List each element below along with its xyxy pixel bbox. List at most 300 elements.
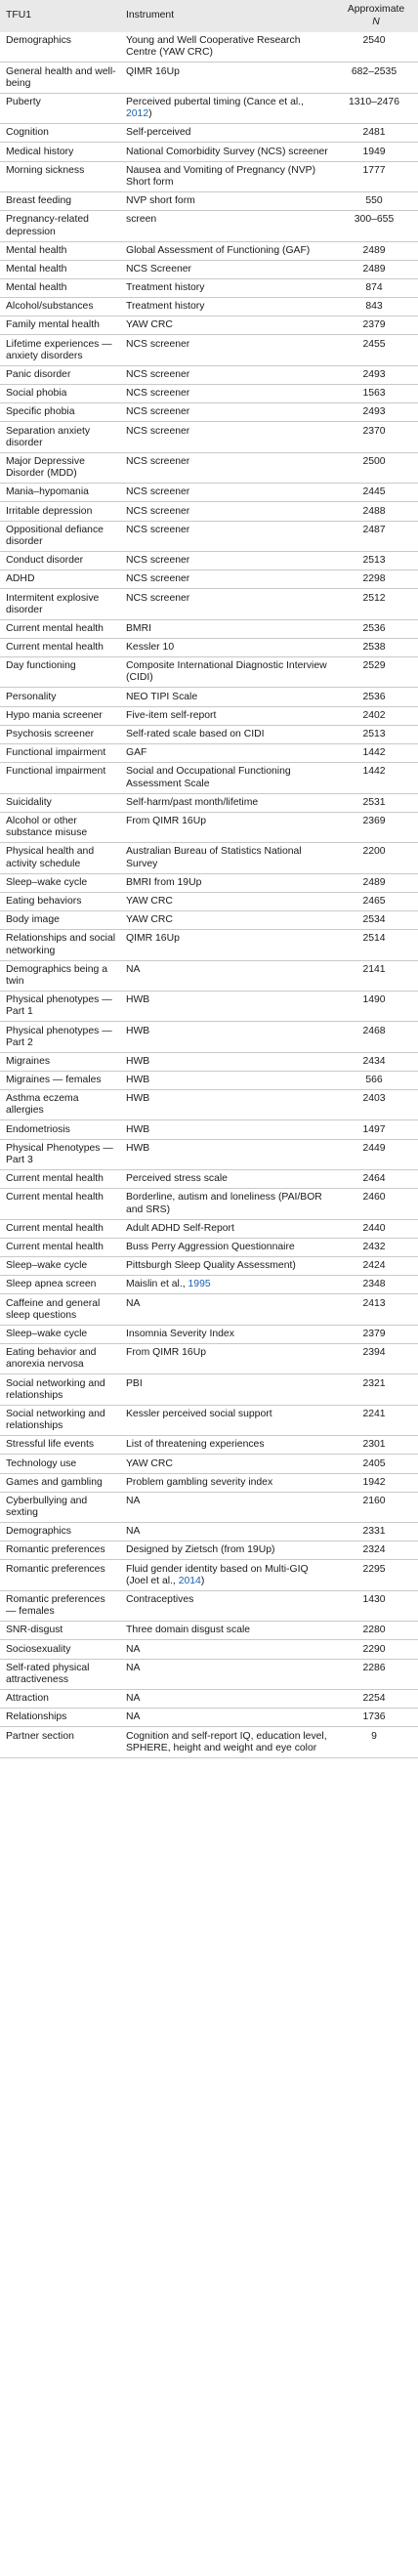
- cell-approximate-n: 2403: [332, 1090, 418, 1120]
- cell-tfu: Romantic preferences: [0, 1560, 120, 1590]
- header-approximate-n: [332, 0, 418, 32]
- cell-tfu: Body image: [0, 910, 120, 929]
- cell-instrument: [120, 93, 332, 123]
- cell-instrument: NCS screener: [120, 570, 332, 589]
- cell-instrument: NCS screener: [120, 589, 332, 619]
- table-row: [0, 1622, 418, 1640]
- cell-instrument: QIMR 16Up: [120, 63, 332, 93]
- cell-instrument: Treatment history: [120, 298, 332, 317]
- table-row: [0, 1436, 418, 1455]
- cell-tfu: Suicidality: [0, 793, 120, 812]
- cell-instrument: Young and Well Cooperative Research Centre (YAW CRC): [120, 32, 332, 63]
- cell-approximate-n: 2324: [332, 1541, 418, 1560]
- cell-instrument: Composite International Diagnostic Interview (CIDI): [120, 657, 332, 688]
- table-row: [0, 991, 418, 1021]
- cell-approximate-n: 2513: [332, 551, 418, 570]
- cell-instrument: BMRI from 19Up: [120, 873, 332, 892]
- cell-instrument: NCS screener: [120, 551, 332, 570]
- cell-tfu: Cognition: [0, 124, 120, 143]
- cell-tfu: Psychosis screener: [0, 725, 120, 743]
- cell-tfu: Social networking and relationships: [0, 1405, 120, 1435]
- cell-instrument: HWB: [120, 1052, 332, 1071]
- cell-tfu: Stressful life events: [0, 1436, 120, 1455]
- cell-tfu: Alcohol/substances: [0, 298, 120, 317]
- cell-instrument: NCS screener: [120, 365, 332, 384]
- cell-approximate-n: 843: [332, 298, 418, 317]
- cell-tfu: Breast feeding: [0, 191, 120, 210]
- table-row: [0, 365, 418, 384]
- cell-approximate-n: 2298: [332, 570, 418, 589]
- cell-tfu: Romantic preferences: [0, 1541, 120, 1560]
- cell-instrument: NVP short form: [120, 191, 332, 210]
- cell-tfu: Conduct disorder: [0, 551, 120, 570]
- instrument-text-after: ): [148, 108, 152, 120]
- table-row: [0, 32, 418, 63]
- cell-instrument: YAW CRC: [120, 1455, 332, 1473]
- cell-approximate-n: 2481: [332, 124, 418, 143]
- cell-tfu: Major Depressive Disorder (MDD): [0, 452, 120, 483]
- cell-instrument: Self-harm/past month/lifetime: [120, 793, 332, 812]
- table-row: [0, 1071, 418, 1089]
- table-row: [0, 1690, 418, 1709]
- cell-approximate-n: 874: [332, 278, 418, 297]
- cell-tfu: Relationships and social networking: [0, 930, 120, 960]
- cell-approximate-n: 2379: [332, 317, 418, 335]
- table-row: [0, 1492, 418, 1522]
- header-approximate-label: Approximate: [347, 4, 405, 16]
- cell-instrument: BMRI: [120, 619, 332, 638]
- cell-tfu: Irritable depression: [0, 502, 120, 521]
- cell-tfu: Social networking and relationships: [0, 1374, 120, 1405]
- cell-tfu: Functional impairment: [0, 763, 120, 793]
- table-row: [0, 63, 418, 93]
- cell-tfu: Current mental health: [0, 1170, 120, 1189]
- cell-instrument: Self-perceived: [120, 124, 332, 143]
- table-row: [0, 688, 418, 706]
- cell-instrument: List of threatening experiences: [120, 1436, 332, 1455]
- table-row: [0, 843, 418, 873]
- cell-instrument: PBI: [120, 1374, 332, 1405]
- cell-tfu: ADHD: [0, 570, 120, 589]
- table-row: [0, 1523, 418, 1541]
- cell-tfu: Separation anxiety disorder: [0, 422, 120, 452]
- table-row: [0, 1238, 418, 1256]
- cell-tfu: Technology use: [0, 1455, 120, 1473]
- table-row: [0, 960, 418, 991]
- cell-tfu: Physical phenotypes — Part 2: [0, 1022, 120, 1052]
- cell-instrument: NCS screener: [120, 502, 332, 521]
- cell-tfu: Sleep–wake cycle: [0, 873, 120, 892]
- table-row: [0, 1343, 418, 1373]
- table-row: [0, 241, 418, 260]
- cell-instrument: NCS screener: [120, 422, 332, 452]
- table-row: [0, 317, 418, 335]
- cell-tfu: Asthma eczema allergies: [0, 1090, 120, 1120]
- table-row: [0, 1709, 418, 1727]
- cell-approximate-n: 2254: [332, 1690, 418, 1709]
- cell-instrument: NCS screener: [120, 452, 332, 483]
- cell-approximate-n: 2290: [332, 1640, 418, 1659]
- cell-tfu: SNR-disgust: [0, 1622, 120, 1640]
- cell-tfu: Current mental health: [0, 1238, 120, 1256]
- table-row: [0, 211, 418, 241]
- cell-approximate-n: 2460: [332, 1189, 418, 1219]
- cell-approximate-n: 1942: [332, 1473, 418, 1492]
- citation-link[interactable]: 2014: [178, 1575, 201, 1586]
- cell-instrument: NCS screener: [120, 385, 332, 403]
- cell-instrument: NA: [120, 1709, 332, 1727]
- cell-instrument: NCS Screener: [120, 260, 332, 278]
- cell-instrument: Three domain disgust scale: [120, 1622, 332, 1640]
- cell-instrument: [120, 1560, 332, 1590]
- table-row: [0, 638, 418, 656]
- cell-instrument: National Comorbidity Survey (NCS) screener: [120, 143, 332, 161]
- table-row: [0, 1455, 418, 1473]
- cell-tfu: Demographics being a twin: [0, 960, 120, 991]
- table-row: [0, 260, 418, 278]
- cell-tfu: Current mental health: [0, 1219, 120, 1238]
- table-row: [0, 1120, 418, 1139]
- cell-approximate-n: 2413: [332, 1294, 418, 1325]
- cell-approximate-n: 2402: [332, 706, 418, 725]
- cell-instrument: YAW CRC: [120, 317, 332, 335]
- table-row: [0, 793, 418, 812]
- table-row: [0, 570, 418, 589]
- cell-tfu: Mania–hypomania: [0, 484, 120, 502]
- cell-instrument: GAF: [120, 744, 332, 763]
- cell-approximate-n: 1497: [332, 1120, 418, 1139]
- table-row: [0, 1541, 418, 1560]
- cell-approximate-n: 2440: [332, 1219, 418, 1238]
- cell-tfu: Specific phobia: [0, 403, 120, 422]
- cell-approximate-n: 2489: [332, 260, 418, 278]
- cell-tfu: Physical phenotypes — Part 1: [0, 991, 120, 1021]
- cell-tfu: Mental health: [0, 260, 120, 278]
- cell-instrument: Five-item self-report: [120, 706, 332, 725]
- cell-instrument: NA: [120, 1690, 332, 1709]
- cell-approximate-n: 2493: [332, 403, 418, 422]
- cell-instrument: Designed by Zietsch (from 19Up): [120, 1541, 332, 1560]
- table-row: [0, 422, 418, 452]
- instrument-text: Perceived pubertal timing (Cance et al.,: [126, 96, 304, 107]
- cell-approximate-n: 2445: [332, 484, 418, 502]
- table-row: [0, 521, 418, 551]
- header-tfu: TFU1: [6, 10, 31, 21]
- table-row: [0, 930, 418, 960]
- cell-instrument: NA: [120, 1523, 332, 1541]
- cell-approximate-n: 2331: [332, 1523, 418, 1541]
- instrument-text-after: ): [200, 1575, 205, 1586]
- table-row: [0, 589, 418, 619]
- cell-approximate-n: 2529: [332, 657, 418, 688]
- cell-instrument: NA: [120, 1492, 332, 1522]
- header-n-label: N: [372, 16, 380, 27]
- cell-tfu: Day functioning: [0, 657, 120, 688]
- table-row: [0, 551, 418, 570]
- cell-instrument: NA: [120, 1659, 332, 1689]
- table-row: [0, 1139, 418, 1169]
- cell-instrument: HWB: [120, 1090, 332, 1120]
- cell-approximate-n: 2536: [332, 619, 418, 638]
- cell-tfu: Mental health: [0, 278, 120, 297]
- cell-tfu: Attraction: [0, 1690, 120, 1709]
- table-row: [0, 657, 418, 688]
- cell-tfu: Intermitent explosive disorder: [0, 589, 120, 619]
- cell-tfu: Relationships: [0, 1709, 120, 1727]
- cell-instrument: NA: [120, 960, 332, 991]
- table-row: [0, 1090, 418, 1120]
- table-row: [0, 873, 418, 892]
- cell-instrument: Pittsburgh Sleep Quality Assessment): [120, 1257, 332, 1276]
- cell-approximate-n: 1563: [332, 385, 418, 403]
- citation-link[interactable]: 1995: [188, 1279, 211, 1290]
- cell-instrument: NCS screener: [120, 403, 332, 422]
- table-row: [0, 725, 418, 743]
- cell-approximate-n: 2321: [332, 1374, 418, 1405]
- cell-approximate-n: 2531: [332, 793, 418, 812]
- table-row: [0, 502, 418, 521]
- cell-instrument: HWB: [120, 1071, 332, 1089]
- table-row: [0, 161, 418, 191]
- cell-approximate-n: 550: [332, 191, 418, 210]
- cell-approximate-n: 1949: [332, 143, 418, 161]
- cell-instrument: NEO TIPI Scale: [120, 688, 332, 706]
- cell-approximate-n: 2493: [332, 365, 418, 384]
- cell-approximate-n: 2468: [332, 1022, 418, 1052]
- cell-tfu: Physical health and activity schedule: [0, 843, 120, 873]
- cell-tfu: Self-rated physical attractiveness: [0, 1659, 120, 1689]
- table-row: [0, 484, 418, 502]
- cell-instrument: Cognition and self-report IQ, education level, SPHERE, height and weight and eye color: [120, 1727, 332, 1757]
- cell-approximate-n: 2536: [332, 688, 418, 706]
- table-row: [0, 335, 418, 365]
- cell-approximate-n: 682–2535: [332, 63, 418, 93]
- cell-tfu: Partner section: [0, 1727, 120, 1757]
- instrument-text: Fluid gender identity based on Multi-GIQ (Joel et al.,: [126, 1563, 309, 1586]
- cell-tfu: Morning sickness: [0, 161, 120, 191]
- cell-approximate-n: 1442: [332, 744, 418, 763]
- cell-tfu: Sleep–wake cycle: [0, 1325, 120, 1343]
- cell-instrument: NA: [120, 1640, 332, 1659]
- cell-approximate-n: 2280: [332, 1622, 418, 1640]
- cell-tfu: Pregnancy-related depression: [0, 211, 120, 241]
- cell-tfu: Romantic preferences — females: [0, 1590, 120, 1621]
- table-row: [0, 619, 418, 638]
- cell-approximate-n: 2286: [332, 1659, 418, 1689]
- cell-approximate-n: 2465: [332, 892, 418, 910]
- cell-tfu: Current mental health: [0, 1189, 120, 1219]
- cell-tfu: Alcohol or other substance misuse: [0, 812, 120, 842]
- cell-instrument: Global Assessment of Functioning (GAF): [120, 241, 332, 260]
- cell-tfu: Endometriosis: [0, 1120, 120, 1139]
- cell-approximate-n: 2160: [332, 1492, 418, 1522]
- cell-instrument: NCS screener: [120, 335, 332, 365]
- table-row: [0, 1640, 418, 1659]
- table-body: [0, 32, 418, 1757]
- table-row: [0, 1727, 418, 1757]
- cell-instrument: Contraceptives: [120, 1590, 332, 1621]
- cell-instrument: YAW CRC: [120, 910, 332, 929]
- cell-approximate-n: 2455: [332, 335, 418, 365]
- instrument-text: Maislin et al.,: [126, 1279, 188, 1290]
- cell-approximate-n: 2424: [332, 1257, 418, 1276]
- cell-approximate-n: 2538: [332, 638, 418, 656]
- cell-tfu: Sleep apnea screen: [0, 1276, 120, 1294]
- cell-approximate-n: 2540: [332, 32, 418, 63]
- header-instrument: Instrument: [126, 10, 175, 21]
- cell-instrument: NCS screener: [120, 521, 332, 551]
- cell-approximate-n: 1442: [332, 763, 418, 793]
- cell-instrument: Buss Perry Aggression Questionnaire: [120, 1238, 332, 1256]
- cell-approximate-n: 2405: [332, 1455, 418, 1473]
- table-row: [0, 1325, 418, 1343]
- cell-approximate-n: 2301: [332, 1436, 418, 1455]
- cell-instrument: Perceived stress scale: [120, 1170, 332, 1189]
- cell-tfu: Sociosexuality: [0, 1640, 120, 1659]
- cell-instrument: Treatment history: [120, 278, 332, 297]
- cell-instrument: HWB: [120, 991, 332, 1021]
- cell-tfu: Cyberbullying and sexting: [0, 1492, 120, 1522]
- cell-instrument: HWB: [120, 1120, 332, 1139]
- cell-instrument: Australian Bureau of Statistics National Survey: [120, 843, 332, 873]
- cell-approximate-n: 2449: [332, 1139, 418, 1169]
- cell-approximate-n: 2379: [332, 1325, 418, 1343]
- cell-tfu: Oppositional defiance disorder: [0, 521, 120, 551]
- cell-tfu: Current mental health: [0, 638, 120, 656]
- cell-tfu: Medical history: [0, 143, 120, 161]
- cell-instrument: YAW CRC: [120, 892, 332, 910]
- cell-approximate-n: 2348: [332, 1276, 418, 1294]
- cell-instrument: HWB: [120, 1139, 332, 1169]
- cell-approximate-n: 2369: [332, 812, 418, 842]
- cell-approximate-n: 2200: [332, 843, 418, 873]
- cell-tfu: Caffeine and general sleep questions: [0, 1294, 120, 1325]
- cell-approximate-n: 2141: [332, 960, 418, 991]
- cell-approximate-n: 1310–2476: [332, 93, 418, 123]
- cell-instrument: Self-rated scale based on CIDI: [120, 725, 332, 743]
- cell-approximate-n: 1430: [332, 1590, 418, 1621]
- table-row: [0, 1590, 418, 1621]
- table-row: [0, 744, 418, 763]
- table-row: [0, 1276, 418, 1294]
- table-row: [0, 910, 418, 929]
- cell-instrument: Insomnia Severity Index: [120, 1325, 332, 1343]
- citation-link[interactable]: 2012: [126, 108, 149, 120]
- cell-tfu: Eating behaviors: [0, 892, 120, 910]
- cell-approximate-n: 2513: [332, 725, 418, 743]
- cell-approximate-n: 2370: [332, 422, 418, 452]
- header-row: [0, 0, 418, 32]
- cell-instrument: Nausea and Vomiting of Pregnancy (NVP) Short form: [120, 161, 332, 191]
- table-row: [0, 1257, 418, 1276]
- table-row: [0, 1022, 418, 1052]
- cell-approximate-n: 1777: [332, 161, 418, 191]
- cell-tfu: Migraines: [0, 1052, 120, 1071]
- cell-instrument: Kessler 10: [120, 638, 332, 656]
- cell-instrument: From QIMR 16Up: [120, 1343, 332, 1373]
- table-row: [0, 892, 418, 910]
- cell-instrument: Borderline, autism and loneliness (PAI/BOR and SRS): [120, 1189, 332, 1219]
- table-row: [0, 298, 418, 317]
- cell-approximate-n: 2512: [332, 589, 418, 619]
- cell-instrument: Kessler perceived social support: [120, 1405, 332, 1435]
- cell-approximate-n: 2514: [332, 930, 418, 960]
- table-header: [0, 0, 418, 32]
- cell-instrument: NA: [120, 1294, 332, 1325]
- table-row: [0, 93, 418, 123]
- table-row: [0, 706, 418, 725]
- table-row: [0, 1659, 418, 1689]
- cell-tfu: Migraines — females: [0, 1071, 120, 1089]
- cell-approximate-n: 2489: [332, 873, 418, 892]
- table-row: [0, 1294, 418, 1325]
- cell-approximate-n: 2394: [332, 1343, 418, 1373]
- table-row: [0, 191, 418, 210]
- cell-instrument: screen: [120, 211, 332, 241]
- table-row: [0, 1170, 418, 1189]
- table-row: [0, 763, 418, 793]
- cell-approximate-n: 2500: [332, 452, 418, 483]
- cell-approximate-n: 1736: [332, 1709, 418, 1727]
- cell-tfu: Puberty: [0, 93, 120, 123]
- table-row: [0, 403, 418, 422]
- cell-approximate-n: 300–655: [332, 211, 418, 241]
- cell-approximate-n: 2295: [332, 1560, 418, 1590]
- table-row: [0, 124, 418, 143]
- cell-instrument: HWB: [120, 1022, 332, 1052]
- cell-approximate-n: 2488: [332, 502, 418, 521]
- cell-tfu: Physical Phenotypes — Part 3: [0, 1139, 120, 1169]
- table-row: [0, 1189, 418, 1219]
- table-row: [0, 1052, 418, 1071]
- cell-instrument: From QIMR 16Up: [120, 812, 332, 842]
- cell-tfu: Social phobia: [0, 385, 120, 403]
- cell-tfu: Mental health: [0, 241, 120, 260]
- cell-instrument: Social and Occupational Functioning Assessment Scale: [120, 763, 332, 793]
- cell-tfu: Family mental health: [0, 317, 120, 335]
- cell-instrument: Problem gambling severity index: [120, 1473, 332, 1492]
- table-row: [0, 1473, 418, 1492]
- cell-tfu: Personality: [0, 688, 120, 706]
- cell-approximate-n: 2434: [332, 1052, 418, 1071]
- cell-instrument: QIMR 16Up: [120, 930, 332, 960]
- cell-tfu: General health and well-being: [0, 63, 120, 93]
- cell-tfu: Games and gambling: [0, 1473, 120, 1492]
- cell-approximate-n: 2487: [332, 521, 418, 551]
- table-row: [0, 385, 418, 403]
- table-row: [0, 1374, 418, 1405]
- cell-tfu: Panic disorder: [0, 365, 120, 384]
- cell-tfu: Eating behavior and anorexia nervosa: [0, 1343, 120, 1373]
- cell-approximate-n: 2432: [332, 1238, 418, 1256]
- table-row: [0, 452, 418, 483]
- table-row: [0, 1405, 418, 1435]
- cell-approximate-n: 1490: [332, 991, 418, 1021]
- cell-instrument: [120, 1276, 332, 1294]
- cell-instrument: Adult ADHD Self-Report: [120, 1219, 332, 1238]
- cell-instrument: NCS screener: [120, 484, 332, 502]
- cell-tfu: Current mental health: [0, 619, 120, 638]
- table-row: [0, 143, 418, 161]
- cell-approximate-n: 9: [332, 1727, 418, 1757]
- cell-tfu: Demographics: [0, 32, 120, 63]
- cell-approximate-n: 2241: [332, 1405, 418, 1435]
- table-row: [0, 278, 418, 297]
- cell-tfu: Hypo mania screener: [0, 706, 120, 725]
- cell-tfu: Sleep–wake cycle: [0, 1257, 120, 1276]
- cell-approximate-n: 2464: [332, 1170, 418, 1189]
- cell-tfu: Demographics: [0, 1523, 120, 1541]
